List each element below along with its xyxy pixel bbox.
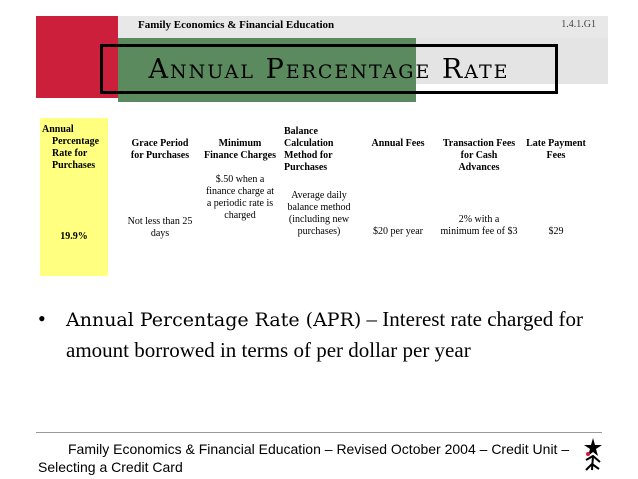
bullet-marker: • xyxy=(38,306,46,331)
table-cell: $29 xyxy=(548,226,564,237)
slide-code: 1.4.1.G1 xyxy=(561,19,596,30)
table-cell: Not less than 25 days xyxy=(127,216,193,239)
table-column-min-finance xyxy=(204,138,276,221)
table-cell: 19.9% xyxy=(60,231,88,242)
star-figure-logo xyxy=(580,436,606,472)
table-column-grace xyxy=(124,138,196,239)
star-figure-icon xyxy=(580,436,606,472)
bullet-text xyxy=(66,304,596,365)
footer-text: Family Economics & Financial Education – Revised October 2004 – Credit Unit – Selecting a Credit Card xyxy=(38,441,570,475)
table-column-late-fees xyxy=(522,138,590,237)
slide-title: Annual Percentage Rate xyxy=(148,53,510,85)
table-column-apr xyxy=(42,124,106,242)
table-cell: 2% with a minimum fee of $3 xyxy=(440,214,518,237)
table-column-annual-fees xyxy=(362,138,434,237)
table-header: Balance Calculation Method for Purchases xyxy=(284,126,334,173)
table-cell: $20 per year xyxy=(373,226,423,237)
footer-divider xyxy=(36,432,602,433)
bullet-definition: – Interest rate charged for amount borrowed in terms of per dollar per year xyxy=(66,307,584,362)
table-column-balance-method xyxy=(284,126,354,237)
table-header: Minimum Finance Charges xyxy=(204,138,276,161)
table-header: Late Payment Fees xyxy=(526,138,586,161)
header-title: Family Economics & Financial Education xyxy=(138,19,335,31)
table-header: Grace Period for Purchases xyxy=(130,138,190,161)
table-column-transaction-fees xyxy=(440,138,518,237)
table-header: Annual Percentage Rate for Purchases xyxy=(42,124,100,171)
table-cell: $.50 when a finance charge at a periodic rate is charged xyxy=(205,174,275,221)
bullet-term: Annual Percentage Rate (APR) xyxy=(66,309,362,331)
table-header: Annual Fees xyxy=(371,138,425,149)
table-header: Transaction Fees for Cash Advances xyxy=(442,138,516,173)
table-cell: Average daily balance method (including new purchases) xyxy=(287,190,351,237)
